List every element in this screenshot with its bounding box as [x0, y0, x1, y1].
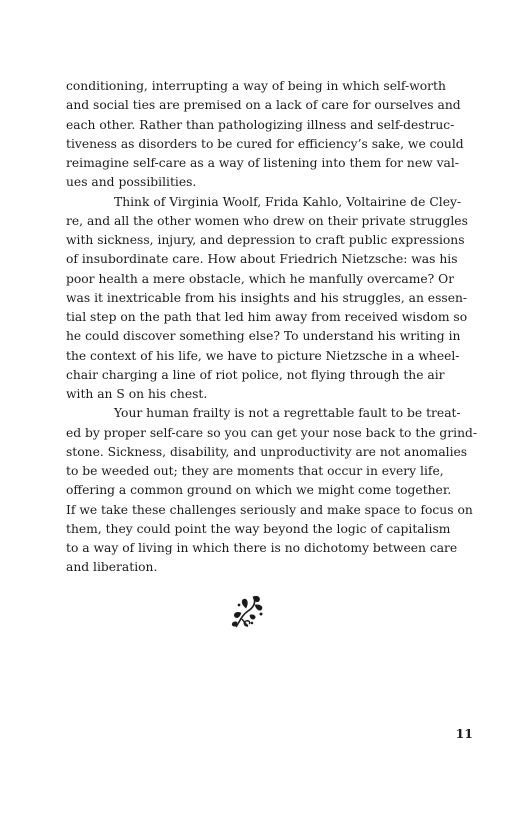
text-line: was it inextricable from his insights and his struggles, an essen- [66, 290, 468, 305]
text-line: re, and all the other women who drew on their private struggles [66, 213, 468, 228]
floral-ornament-icon [228, 593, 266, 631]
text-line: of insubordinate care. How about Friedrich Nietzsche: was his [66, 252, 458, 267]
text-line: Your human frailty is not a regrettable fault to be treat- [114, 406, 461, 421]
text-line: Think of Virginia Woolf, Frida Kahlo, Voltairine de Cley- [114, 194, 462, 209]
paragraph [66, 77, 464, 193]
text-line: offering a common ground on which we might come together. [66, 483, 452, 498]
page-number: 11 [455, 726, 473, 741]
text-line: each other. Rather than pathologizing illness and self-destruc- [66, 117, 455, 132]
text-line: chair charging a line of riot police, not flying through the air [66, 367, 445, 382]
body-text [66, 77, 478, 578]
text-line: to be weeded out; they are moments that occur in every life, [66, 464, 444, 478]
text-line: to a way of living in which there is no dichotomy between care [66, 541, 458, 555]
text-line: with an S on his chest. [66, 387, 208, 401]
text-line: and social ties are premised on a lack of care for ourselves and [66, 98, 461, 113]
text-line: and liberation. [66, 560, 158, 575]
text-line: them, they could point the way beyond the logic of capitalism [66, 521, 451, 536]
text-line: ues and possibilities. [66, 175, 197, 190]
text-line: ed by proper self-care so you can get your nose back to the grind- [66, 425, 478, 440]
text-line: with sickness, injury, and depression to craft public expressions [66, 233, 465, 247]
text-line: tiveness as disorders to be cured for efficiency’s sake, we could [66, 136, 464, 151]
text-line: he could discover something else? To understand his writing in [66, 329, 461, 344]
text-line: reimagine self-care as a way of listening into them for new val- [66, 156, 459, 170]
text-line: poor health a mere obstacle, which he manfully overcame? Or [66, 271, 455, 286]
text-line: stone. Sickness, disability, and unproductivity are not anomalies [66, 444, 468, 459]
text-line: tial step on the path that led him away from received wisdom so [66, 310, 468, 324]
paragraph [66, 193, 468, 405]
text-line: the context of his life, we have to picture Nietzsche in a wheel- [66, 348, 460, 363]
text-line: If we take these challenges seriously and make space to focus on [66, 502, 473, 517]
text-line: conditioning, interrupting a way of being in which self-worth [66, 79, 446, 93]
paragraph [66, 404, 478, 577]
